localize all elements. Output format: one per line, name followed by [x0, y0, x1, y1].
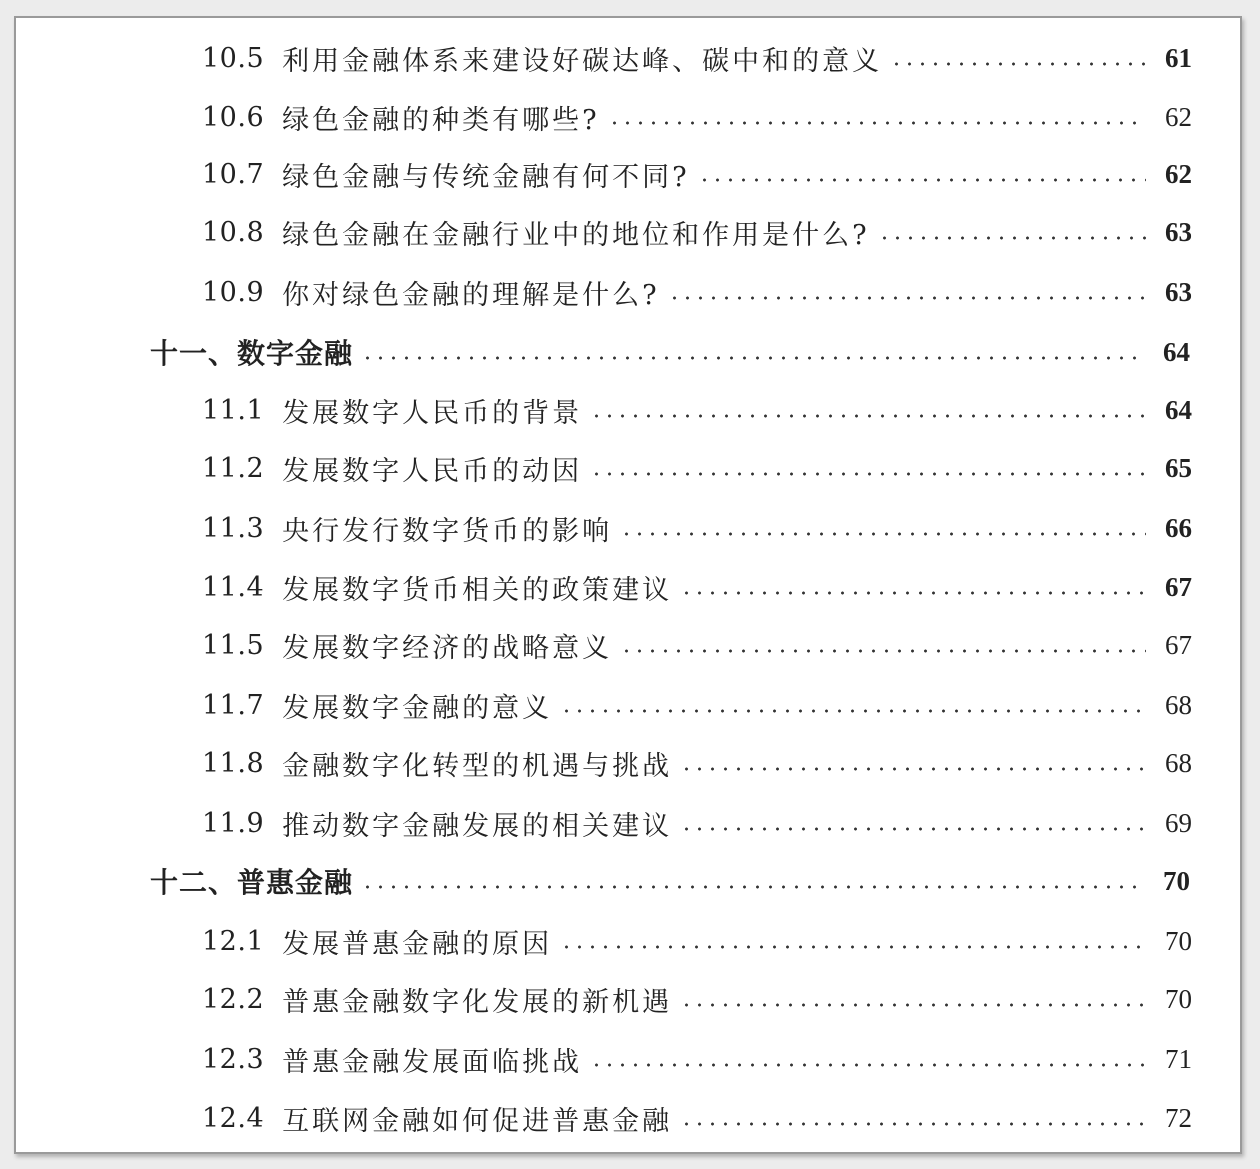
page-number: 63 [1165, 216, 1192, 247]
page-number: 66 [1165, 512, 1192, 543]
page-number: 62 [1165, 101, 1192, 132]
page-number: 63 [1165, 276, 1192, 307]
page-number: 69 [1165, 807, 1192, 838]
toc-entry-11-2[interactable] [202, 448, 1192, 488]
document-page [14, 16, 1242, 1154]
dot-leader [680, 827, 1146, 831]
section-number: 10.6 [202, 101, 265, 133]
page-number: 68 [1165, 747, 1192, 778]
page-number: 70 [1165, 925, 1192, 956]
toc-entry-11-7[interactable] [202, 685, 1192, 725]
toc-entry-11-1[interactable] [202, 390, 1192, 430]
toc-entry-11-5[interactable] [202, 625, 1192, 665]
section-number: 12.1 [202, 925, 265, 957]
section-number: 11.2 [202, 452, 265, 484]
dot-leader [890, 62, 1146, 66]
section-number: 12.3 [202, 1043, 265, 1075]
section-title: 绿色金融在金融行业中的地位和作用是什么? [282, 219, 870, 251]
dot-leader [608, 121, 1146, 125]
chapter-title: 十一、数字金融 [150, 337, 354, 370]
section-title: 金融数字化转型的机遇与挑战 [282, 750, 673, 782]
toc-entry-11-3[interactable] [202, 508, 1192, 548]
dot-leader [560, 945, 1146, 949]
toc-entry-12-4[interactable] [202, 1098, 1192, 1138]
section-number: 10.5 [202, 42, 265, 74]
dot-leader [668, 296, 1146, 300]
section-number: 10.8 [202, 216, 265, 248]
page-number: 67 [1165, 571, 1192, 602]
section-title: 利用金融体系来建设好碳达峰、碳中和的意义 [282, 45, 883, 77]
chapter-title: 十二、普惠金融 [150, 866, 354, 899]
page-number: 70 [1165, 983, 1192, 1014]
section-title: 绿色金融与传统金融有何不同? [282, 161, 690, 193]
page-number: 65 [1165, 452, 1192, 483]
section-title: 推动数字金融发展的相关建议 [282, 810, 673, 842]
dot-leader [590, 414, 1146, 418]
toc-entry-10-8[interactable] [202, 212, 1192, 252]
toc-entry-10-6[interactable] [202, 97, 1192, 137]
toc-entry-12-1[interactable] [202, 921, 1192, 961]
toc-entry-12-2[interactable] [202, 979, 1192, 1019]
page-number: 72 [1165, 1102, 1192, 1133]
page-number: 67 [1165, 629, 1192, 660]
page-number: 61 [1165, 42, 1192, 73]
dot-leader [590, 1063, 1146, 1067]
section-title: 发展数字货币相关的政策建议 [282, 574, 673, 606]
toc-chapter-11[interactable] [150, 332, 1190, 372]
dot-leader [590, 472, 1146, 476]
dot-leader [680, 767, 1146, 771]
page-number: 71 [1165, 1043, 1192, 1074]
section-number: 11.7 [202, 689, 265, 721]
section-number: 10.7 [202, 158, 265, 190]
toc-entry-10-9[interactable] [202, 272, 1192, 312]
section-title: 发展数字人民币的动因 [282, 455, 583, 487]
section-number: 12.2 [202, 983, 265, 1015]
page-number: 62 [1165, 158, 1192, 189]
section-title: 发展数字金融的意义 [282, 692, 553, 724]
section-title: 发展普惠金融的原因 [282, 928, 553, 960]
section-number: 10.9 [202, 276, 265, 308]
section-number: 12.4 [202, 1102, 265, 1134]
dot-leader [680, 1122, 1146, 1126]
page-number: 64 [1165, 394, 1192, 425]
dot-leader [361, 885, 1144, 889]
section-number: 11.4 [202, 571, 265, 603]
section-title: 发展数字人民币的背景 [282, 397, 583, 429]
toc-entry-11-9[interactable] [202, 803, 1192, 843]
page-number: 68 [1165, 689, 1192, 720]
toc-entry-12-3[interactable] [202, 1039, 1192, 1079]
dot-leader [560, 709, 1146, 713]
section-title: 发展数字经济的战略意义 [282, 632, 613, 664]
dot-leader [878, 236, 1146, 240]
dot-leader [680, 1003, 1146, 1007]
section-title: 绿色金融的种类有哪些? [282, 104, 600, 136]
section-title: 互联网金融如何促进普惠金融 [282, 1105, 673, 1137]
section-title: 你对绿色金融的理解是什么? [282, 279, 660, 311]
section-number: 11.5 [202, 629, 265, 661]
section-number: 11.8 [202, 747, 265, 779]
dot-leader [620, 649, 1146, 653]
section-title: 普惠金融发展面临挑战 [282, 1046, 583, 1078]
page-number: 70 [1163, 865, 1190, 896]
section-title: 央行发行数字货币的影响 [282, 515, 613, 547]
dot-leader [698, 178, 1146, 182]
toc-entry-10-5[interactable] [202, 38, 1192, 78]
toc-entry-10-7[interactable] [202, 154, 1192, 194]
toc-entry-11-8[interactable] [202, 743, 1192, 783]
page-number: 64 [1163, 336, 1190, 367]
dot-leader [620, 532, 1146, 536]
section-number: 11.1 [202, 394, 265, 426]
section-number: 11.3 [202, 512, 265, 544]
toc-entry-11-4[interactable] [202, 567, 1192, 607]
toc-chapter-12[interactable] [150, 861, 1190, 901]
dot-leader [361, 356, 1144, 360]
dot-leader [680, 591, 1146, 595]
section-title: 普惠金融数字化发展的新机遇 [282, 986, 673, 1018]
section-number: 11.9 [202, 807, 265, 839]
